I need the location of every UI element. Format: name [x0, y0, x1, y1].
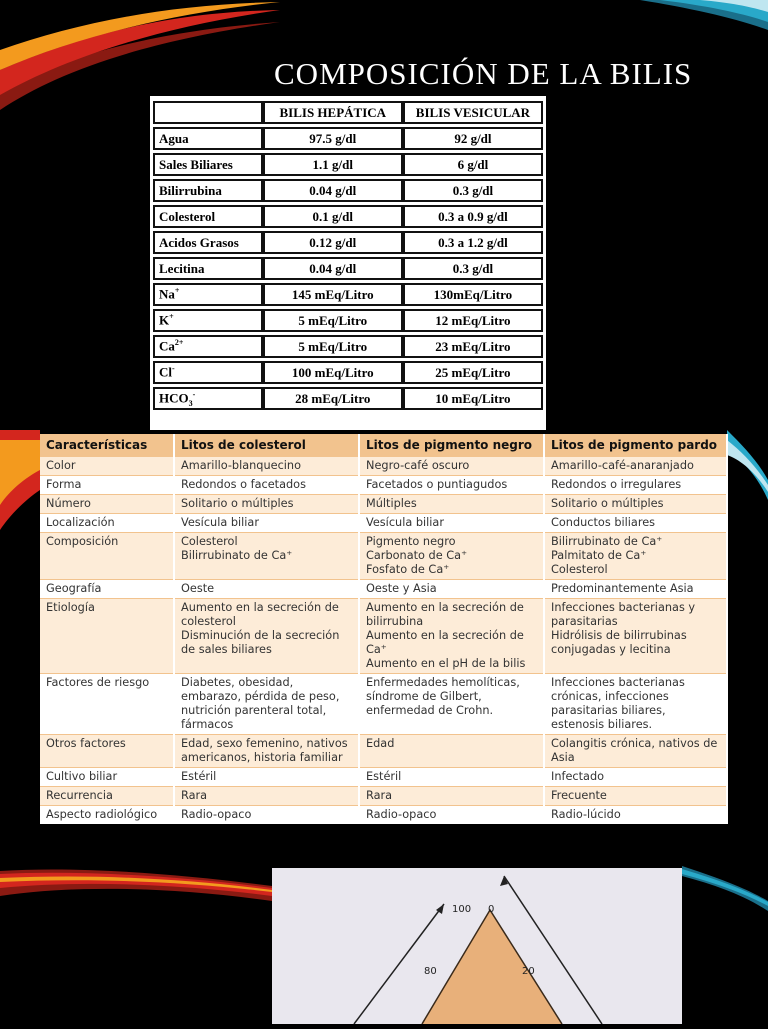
ternary-left-axis	[354, 904, 444, 1024]
stones-cell-line: Infecciones bacterianas y parasitarias	[551, 601, 696, 628]
stones-row-label: Recurrencia	[40, 787, 174, 806]
stones-row-cell	[174, 787, 359, 806]
ternary-label-20: 20	[522, 966, 535, 977]
stones-header-cholesterol: Litos de colesterol	[174, 434, 359, 457]
bile-row-name-text: K	[159, 312, 170, 328]
stones-row-cell	[174, 806, 359, 825]
stones-cell-line: Aumento en el pH de la bilis	[366, 657, 526, 670]
stones-table-row	[40, 580, 727, 599]
stones-row-cell	[544, 580, 727, 599]
stones-row-label: Color	[40, 457, 174, 476]
mid-right-swoosh	[727, 430, 768, 500]
stones-cell-line: Aumento en la secreción de colesterol	[181, 601, 339, 628]
bile-row-hepatic-value: 1.1 g/dl	[263, 153, 403, 176]
stones-table-row	[40, 674, 727, 735]
bile-row-vesicular-value: 23 mEq/Litro	[403, 335, 543, 358]
stones-header-characteristics: Características	[40, 434, 174, 457]
stones-row-cell	[544, 599, 727, 674]
mid-left-swoosh	[0, 430, 40, 540]
stones-row-label: Factores de riesgo	[40, 674, 174, 735]
bile-row-vesicular-value: 130mEq/Litro	[403, 283, 543, 306]
stones-cell-line: Predominantemente Asia	[551, 582, 694, 595]
stones-row-label: Forma	[40, 476, 174, 495]
bile-table-row	[153, 335, 543, 358]
stones-row-cell	[174, 495, 359, 514]
bile-table-row	[153, 179, 543, 202]
stones-row-cell	[359, 674, 544, 735]
bottom-right-swoosh	[682, 866, 768, 916]
bile-row-name-superscript: +	[174, 286, 180, 296]
stones-row-label: Cultivo biliar	[40, 768, 174, 787]
stones-cell-line: Múltiples	[366, 497, 417, 510]
stones-row-label: Composición	[40, 533, 174, 580]
ternary-diagram	[272, 868, 682, 1024]
stones-cell-line: Conductos biliares	[551, 516, 656, 529]
stones-cell-line: Aumento en la secreción de bilirrubina	[366, 601, 524, 628]
bile-row-name	[153, 257, 263, 280]
bile-row-hepatic-value: 5 mEq/Litro	[263, 309, 403, 332]
stones-row-cell	[359, 768, 544, 787]
stones-row-cell	[174, 457, 359, 476]
bile-table-header-row	[153, 101, 543, 124]
stones-cell-line: Frecuente	[551, 789, 607, 802]
bile-table-row	[153, 257, 543, 280]
stones-cell-line: Negro-café oscuro	[366, 459, 470, 472]
stones-cell-line: Diabetes, obesidad, embarazo, pérdida de peso, nutrición parenteral total, fármacos	[181, 676, 340, 731]
bile-composition-table	[150, 96, 546, 430]
bile-row-name	[153, 309, 263, 332]
stones-row-cell	[359, 495, 544, 514]
stones-cell-line: Redondos o facetados	[181, 478, 306, 491]
bile-row-vesicular-value: 25 mEq/Litro	[403, 361, 543, 384]
bile-row-hepatic-value: 0.04 g/dl	[263, 179, 403, 202]
bile-row-name-text: HCO	[159, 389, 189, 405]
bile-row-name-text: Sales Biliares	[159, 156, 233, 172]
bile-table-row	[153, 231, 543, 254]
bile-row-name	[153, 335, 263, 358]
top-right-swoosh	[640, 0, 768, 40]
bile-row-vesicular-value: 6 g/dl	[403, 153, 543, 176]
bile-row-hepatic-value: 0.1 g/dl	[263, 205, 403, 228]
stones-cell-line: Oeste	[181, 582, 215, 595]
ternary-label-80: 80	[424, 966, 437, 977]
stones-row-cell	[544, 768, 727, 787]
stones-cell-line: Rara	[181, 789, 208, 802]
bile-row-name-text: Cl	[159, 364, 172, 380]
bile-table-row	[153, 361, 543, 384]
bile-row-name	[153, 387, 263, 410]
stones-row-cell	[544, 457, 727, 476]
stones-cell-line: Radio-opaco	[366, 808, 437, 821]
bile-table-row	[153, 387, 543, 410]
stones-cell-line: Disminución de la secreción de sales biliares	[181, 629, 340, 656]
stones-row-cell	[544, 495, 727, 514]
slide-title: COMPOSICIÓN DE LA BILIS	[274, 56, 693, 91]
stones-cell-line: Redondos o irregulares	[551, 478, 682, 491]
stones-row-cell	[174, 476, 359, 495]
stones-cell-line: Colangitis crónica, nativos de Asia	[551, 737, 718, 764]
stones-cell-line: Estéril	[181, 770, 217, 783]
ternary-triangle-fill	[422, 910, 562, 1024]
bile-row-name	[153, 205, 263, 228]
bile-row-name	[153, 361, 263, 384]
stones-row-cell	[359, 514, 544, 533]
stones-row-label: Geografía	[40, 580, 174, 599]
bile-row-hepatic-value: 28 mEq/Litro	[263, 387, 403, 410]
gallstone-characteristics-table	[40, 434, 728, 824]
stones-cell-line: Facetados o puntiagudos	[366, 478, 508, 491]
stones-header-black-pigment: Litos de pigmento negro	[359, 434, 544, 457]
stones-row-cell	[359, 533, 544, 580]
stones-cell-line: Oeste y Asia	[366, 582, 437, 595]
bile-row-name-text: Ca	[159, 338, 175, 354]
bile-table-row	[153, 205, 543, 228]
stones-row-cell	[359, 599, 544, 674]
stones-header-row	[40, 434, 727, 457]
bile-header-vesicular: BILIS VESICULAR	[403, 101, 543, 124]
stones-row-label: Aspecto radiológico	[40, 806, 174, 825]
bile-row-vesicular-value: 10 mEq/Litro	[403, 387, 543, 410]
bile-row-name	[153, 179, 263, 202]
stones-row-cell	[544, 533, 727, 580]
stones-row-cell	[544, 476, 727, 495]
bile-row-name-text: Agua	[159, 130, 189, 146]
bile-row-name-superscript: +	[169, 312, 174, 322]
bile-table-row	[153, 309, 543, 332]
bile-row-name-text: Colesterol	[159, 208, 216, 224]
stones-table-row	[40, 806, 727, 825]
stones-table-row	[40, 495, 727, 514]
stones-cell-line: Bilirrubinato de Ca⁺	[181, 549, 293, 562]
bile-row-vesicular-value: 92 g/dl	[403, 127, 543, 150]
stones-row-cell	[174, 580, 359, 599]
stones-row-cell	[359, 735, 544, 768]
stones-cell-line: Edad	[366, 737, 395, 750]
stones-cell-line: Radio-opaco	[181, 808, 252, 821]
stones-cell-line: Carbonato de Ca⁺	[366, 549, 468, 562]
stones-row-cell	[544, 787, 727, 806]
stones-row-label: Otros factores	[40, 735, 174, 768]
stones-cell-line: Colesterol	[181, 535, 238, 548]
stones-row-cell	[544, 674, 727, 735]
bile-table-row	[153, 153, 543, 176]
bile-row-name-text: Lecitina	[159, 260, 205, 276]
bile-row-name-text: Na	[159, 286, 175, 302]
bottom-left-swoosh	[0, 866, 272, 916]
bile-row-hepatic-value: 0.12 g/dl	[263, 231, 403, 254]
stones-cell-line: Infectado	[551, 770, 605, 783]
stones-row-cell	[359, 457, 544, 476]
stones-cell-line: Amarillo-blanquecino	[181, 459, 302, 472]
stones-cell-line: Colesterol	[551, 563, 608, 576]
bile-row-hepatic-value: 145 mEq/Litro	[263, 283, 403, 306]
stones-cell-line: Palmitato de Ca⁺	[551, 549, 647, 562]
stones-row-cell	[174, 735, 359, 768]
ternary-label-0: 0	[488, 904, 495, 915]
bile-header-blank	[153, 101, 263, 124]
stones-cell-line: Amarillo-café-anaranjado	[551, 459, 694, 472]
stones-row-cell	[544, 735, 727, 768]
bile-row-hepatic-value: 97.5 g/dl	[263, 127, 403, 150]
stones-cell-line: Rara	[366, 789, 393, 802]
stones-table-row	[40, 768, 727, 787]
bile-row-vesicular-value: 12 mEq/Litro	[403, 309, 543, 332]
stones-cell-line: Estéril	[366, 770, 402, 783]
ternary-diagram-svg	[272, 868, 682, 1024]
stones-row-cell	[359, 476, 544, 495]
bile-row-vesicular-value: 0.3 a 1.2 g/dl	[403, 231, 543, 254]
stones-row-cell	[544, 514, 727, 533]
stones-row-cell	[174, 533, 359, 580]
stones-cell-line: Solitario o múltiples	[551, 497, 664, 510]
bile-row-name-superscript: -	[172, 364, 175, 374]
stones-cell-line: Enfermedades hemolíticas, síndrome de Gilbert, enfermedad de Crohn.	[366, 676, 520, 717]
stones-cell-line: Pigmento negro	[366, 535, 456, 548]
stones-row-cell	[174, 768, 359, 787]
stones-table-row	[40, 533, 727, 580]
stones-table-row	[40, 735, 727, 768]
stones-cell-line: Fosfato de Ca⁺	[366, 563, 450, 576]
bile-row-name-text: Acidos Grasos	[159, 234, 239, 250]
stones-row-cell	[174, 599, 359, 674]
stones-cell-line: Infecciones bacterianas crónicas, infecciones parasitarias biliares, estenosis biliares.	[551, 676, 685, 731]
bile-row-name	[153, 153, 263, 176]
stones-row-label: Número	[40, 495, 174, 514]
bile-row-name	[153, 283, 263, 306]
bile-row-name-text: Bilirrubina	[159, 182, 222, 198]
stones-table-row	[40, 787, 727, 806]
stones-table-row	[40, 514, 727, 533]
bile-row-vesicular-value: 0.3 g/dl	[403, 179, 543, 202]
stones-cell-line: Vesícula biliar	[181, 516, 260, 529]
stones-header-brown-pigment: Litos de pigmento pardo	[544, 434, 727, 457]
stones-cell-line: Solitario o múltiples	[181, 497, 294, 510]
stones-row-label: Localización	[40, 514, 174, 533]
bile-row-name-superscript: -	[192, 389, 196, 399]
bile-row-hepatic-value: 0.04 g/dl	[263, 257, 403, 280]
bile-table-row	[153, 127, 543, 150]
bile-header-hepatic: BILIS HEPÁTICA	[263, 101, 403, 124]
stones-row-cell	[359, 580, 544, 599]
stones-cell-line: Aumento en la secreción de Ca⁺	[366, 629, 524, 656]
bile-row-hepatic-value: 100 mEq/Litro	[263, 361, 403, 384]
bile-row-name	[153, 127, 263, 150]
stones-row-cell	[174, 674, 359, 735]
bile-row-name	[153, 231, 263, 254]
stones-cell-line: Hidrólisis de bilirrubinas conjugadas y lecitina	[551, 629, 687, 656]
bile-row-vesicular-value: 0.3 a 0.9 g/dl	[403, 205, 543, 228]
stones-row-label: Etiología	[40, 599, 174, 674]
bile-table-row	[153, 283, 543, 306]
bile-row-name-subscript: 3	[188, 398, 193, 408]
stones-cell-line: Bilirrubinato de Ca⁺	[551, 535, 663, 548]
stones-table-row	[40, 476, 727, 495]
stones-row-cell	[174, 514, 359, 533]
stones-table-row	[40, 599, 727, 674]
bile-row-hepatic-value: 5 mEq/Litro	[263, 335, 403, 358]
ternary-label-100: 100	[452, 904, 472, 915]
stones-cell-line: Vesícula biliar	[366, 516, 445, 529]
stones-table-row	[40, 457, 727, 476]
stones-cell-line: Radio-lúcido	[551, 808, 621, 821]
stones-row-cell	[544, 806, 727, 825]
bile-row-name-superscript: 2+	[174, 338, 184, 348]
bile-row-vesicular-value: 0.3 g/dl	[403, 257, 543, 280]
stones-row-cell	[359, 787, 544, 806]
stones-row-cell	[359, 806, 544, 825]
stones-cell-line: Edad, sexo femenino, nativos americanos, historia familiar	[181, 737, 348, 764]
